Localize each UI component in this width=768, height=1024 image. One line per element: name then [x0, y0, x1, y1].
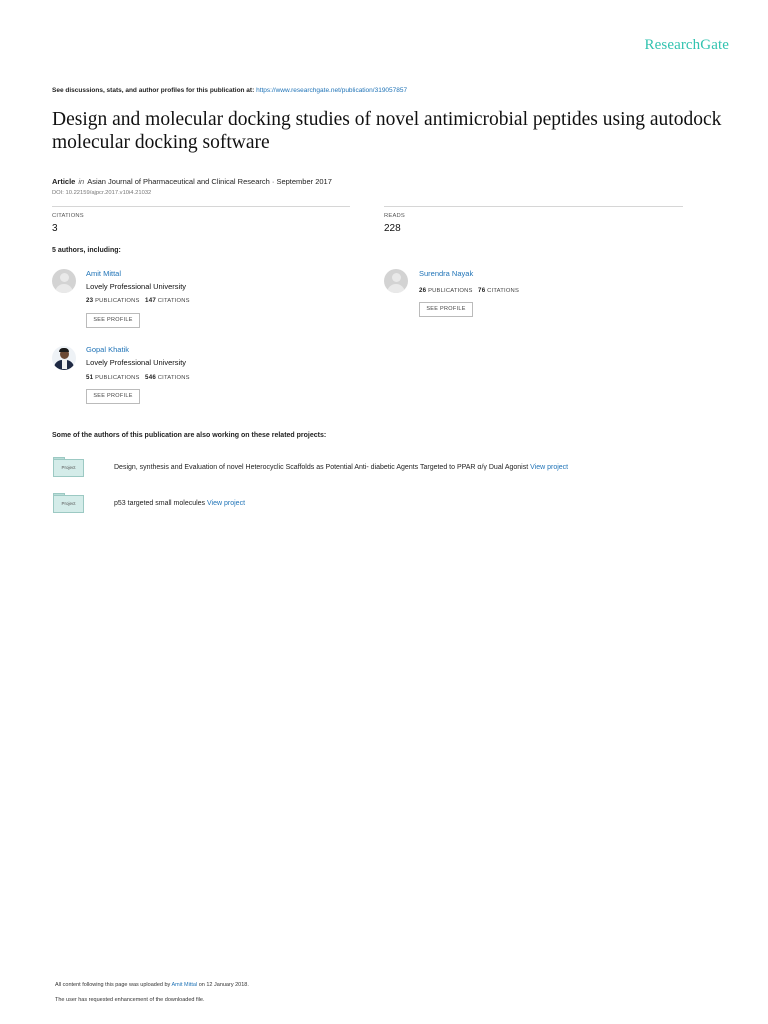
uploader-link[interactable]: Amit Mittal — [171, 982, 198, 988]
discussion-line — [52, 87, 407, 94]
citations-label-small: CITATIONS — [157, 298, 190, 304]
author-name-gopal-khatik[interactable]: Gopal Khatik — [86, 345, 129, 354]
article-in-word: in — [78, 177, 85, 186]
upload-suffix: on 12 January 2018. — [198, 982, 249, 988]
see-profile-button[interactable]: SEE PROFILE — [86, 313, 140, 328]
divider-right — [384, 206, 683, 207]
article-info — [52, 177, 332, 186]
publication-url-link[interactable]: https://www.researchgate.net/publication/319057857 — [256, 87, 408, 94]
publications-count: 23 — [86, 297, 94, 304]
divider-left — [52, 206, 350, 207]
citations-value: 3 — [52, 223, 58, 234]
reads-value: 228 — [384, 223, 401, 234]
article-type: Article — [52, 177, 76, 186]
publications-label: PUBLICATIONS — [428, 288, 473, 294]
reads-label: READS — [384, 213, 405, 219]
see-profile-button[interactable]: SEE PROFILE — [419, 302, 473, 317]
discussion-text: See discussions, stats, and author profiles for this publication at: — [52, 87, 255, 94]
projects-heading: Some of the authors of this publication are also working on these related projects: — [52, 432, 327, 439]
publications-count: 26 — [419, 287, 427, 294]
placeholder-avatar-icon[interactable] — [52, 269, 76, 293]
project-title: p53 targeted small molecules — [114, 500, 206, 507]
citations-label-small: CITATIONS — [487, 288, 520, 294]
publications-label: PUBLICATIONS — [95, 298, 140, 304]
citations-label-small: CITATIONS — [157, 375, 190, 381]
author-photo[interactable] — [52, 346, 76, 370]
author-institution: Lovely Professional University — [86, 282, 187, 291]
citations-label: CITATIONS — [52, 213, 84, 219]
citations-count: 76 — [478, 287, 486, 294]
author-institution: Lovely Professional University — [86, 358, 187, 367]
citations-count: 147 — [145, 297, 156, 304]
publications-count: 51 — [86, 374, 94, 381]
see-profile-button[interactable]: SEE PROFILE — [86, 389, 140, 404]
author-stats — [419, 287, 519, 294]
author-stats — [86, 297, 190, 304]
placeholder-avatar-icon[interactable] — [384, 269, 408, 293]
researchgate-logo[interactable]: ResearchGate — [644, 37, 729, 53]
project-item — [114, 500, 245, 507]
author-name-surendra-nayak[interactable]: Surendra Nayak — [419, 269, 474, 278]
project-title: Design, synthesis and Evaluation of novel Heterocyclic Scaffolds as Potential Anti- diabetic Agents Targeted to PPAR α/γ Dual Agonist — [114, 464, 529, 471]
authors-heading: 5 authors, including: — [52, 247, 121, 254]
journal-and-date: Asian Journal of Pharmaceutical and Clinical Research · September 2017 — [87, 177, 332, 186]
upload-note — [55, 982, 249, 988]
project-icon-label: Project — [53, 495, 84, 513]
project-folder-icon[interactable] — [53, 493, 84, 513]
upload-prefix: All content following this page was uploaded by — [55, 982, 171, 988]
author-name-amit-mittal[interactable]: Amit Mittal — [86, 269, 122, 278]
doi-text: DOI: 10.22159/ajpcr.2017.v10i4.21032 — [52, 190, 152, 196]
project-icon-label: Project — [53, 459, 84, 477]
citations-count: 546 — [145, 374, 156, 381]
publications-label: PUBLICATIONS — [95, 375, 140, 381]
project-folder-icon[interactable] — [53, 457, 84, 477]
author-stats — [86, 374, 190, 381]
view-project-link[interactable]: View project — [207, 500, 246, 507]
project-item — [114, 464, 568, 471]
publication-title: Design and molecular docking studies of novel antimicrobial peptides using autodock molecular docking software — [52, 109, 722, 153]
enhancement-note: The user has requested enhancement of the downloaded file. — [55, 997, 205, 1003]
view-project-link[interactable]: View project — [530, 464, 569, 471]
